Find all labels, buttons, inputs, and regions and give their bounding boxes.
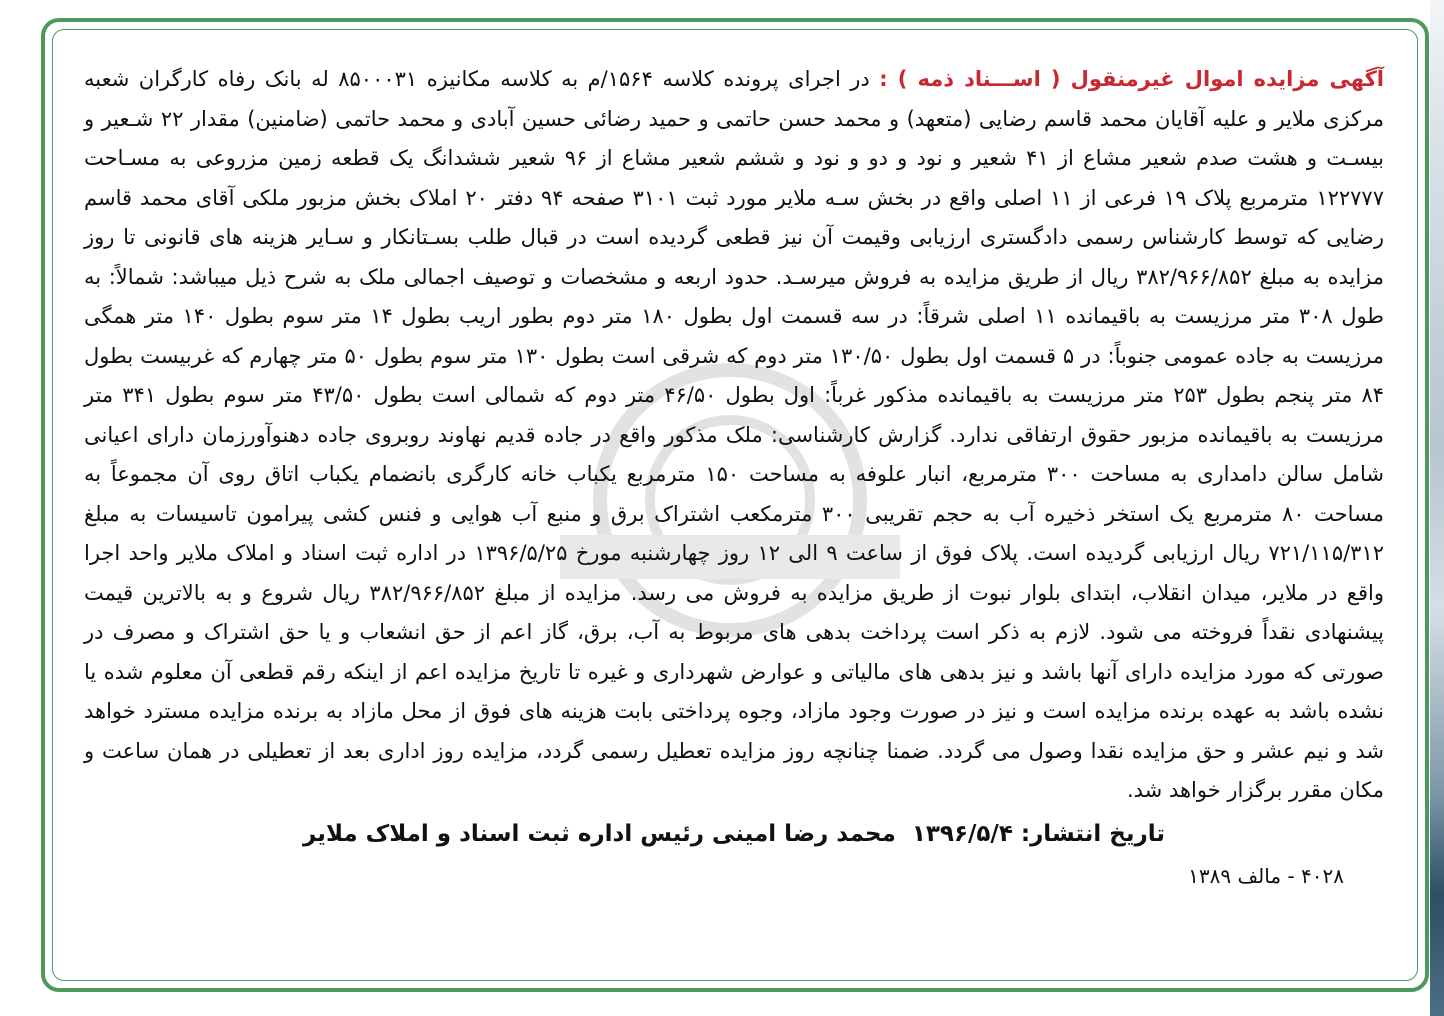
notice-content xyxy=(84,60,1384,891)
notice-text: در اجرای پرونده کلاسه ۱۵۶۴/م به کلاسه مکانیزه ۸۵۰۰۰۳۱ له بانک رفاه کارگران شعبه مرکزی ملایر و علیه آقایان محمد قاسم رضایی (متعهد) و محمد حسن حاتمی و حمید رضائی حسین آبادی و محمد حاتمی (ضامنین) مقدار ۲۲ شـعیر و بیسـت و هشت صدم شعیر مشاع از ۴۱ شعیر و نود و دو و نود و ششم شعیر مشاع از ۹۶ شعیر ششدانگ یک قطعه زمین مزروعی به مسـاحت ۱۲۲۷۷۷ مترمربع پلاک ۱۹ فرعی از ۱۱ اصلی واقع در بخش سـه ملایر مورد ثبت ۳۱۰۱ صفحه ۹۴ دفتر ۲۰ املاک بخش مزبور ملکی آقای محمد قاسم رضایی که توسط کارشناس رسمی دادگستری ارزیابی وقیمت آن نیز قطعی گردیده است در قبال طلب بسـتانکار و سـایر هزینه های قانونی تا روز مزایده به مبلغ ۳۸۲/۹۶۶/۸۵۲ ریال از طریق مزایده به فروش میرسـد. حدود اربعه و مشخصات و توصیف اجمالی ملک به شرح ذیل میباشد: شمالاً: به طول ۳۰۸ متر مرزیست به باقیمانده ۱۱ اصلی شرقاً: در سه قسمت اول بطول ۱۸۰ متر دوم بطور اریب بطول ۱۴ متر سوم بطول ۱۴۰ متر همگی مرزیست به جاده عمومی جنوباً: در ۵ قسمت اول بطول ۱۳۰/۵۰ متر دوم که شرقی است بطول ۱۳۰ متر سوم بطول ۵۰ متر چهارم که غربیست بطول ۸۴ متر پنجم بطول ۲۵۳ متر مرزیست به باقیمانده مذکور غرباً: اول بطول ۴۶/۵۰ متر دوم که شمالی است بطول ۴۳/۵۰ متر سوم بطول ۳۴۱ متر مرزیست به باقیمانده مزبور حقوق ارتفاقی ندارد. گزارش کارشناسی: ملک مذکور واقع در جاده قدیم نهاوند روبروی جاده دهنوآورزمان دارای اعیانی شامل سالن دامداری به مساحت ۳۰۰ مترمربع، انبار علوفه به مساحت ۱۵۰ مترمربع یکباب خانه کارگری بانضمام یکباب اتاق روی آن مجموعاً به مساحت ۸۰ مترمربع یک استخر ذخیره آب به حجم تقریبی ۳۰۰ مترمکعب اشتراک برق و منبع آب هوایی و فنس کشی پیرامون تاسیسات به مبلغ ۷۲۱/۱۱۵/۳۱۲ ریال ارزیابی گردیده است. پلاک فوق از ساعت ۹ الی ۱۲ روز چهارشنبه مورخ ۱۳۹۶/۵/۲۵ در اداره ثبت اسناد و املاک ملایر واحد اجرا واقع در ملایر، میدان انقلاب، ابتدای بلوار نبوت از طریق مزایده به فروش می رسد. مزایده از مبلغ ۳۸۲/۹۶۶/۸۵۲ ریال شروع و به بالاترین قیمت پیشنهادی نقداً فروخته می شود. لازم به ذکر است پرداخت بدهی های مربوط به آب، برق، گاز اعم از حق انشعاب و یا حق اشتراک و مصرف در صورتی که مورد مزایده دارای آنها باشد و نیز بدهی های مالیاتی و عوارض شهرداری و غیره تا تاریخ مزایده اعم از اینکه رقم قطعی آن معلوم شده یا نشده باشد به عهده برنده مزایده است و نیز در صورت وجود مازاد، وجوه پرداختی بابت هزینه های فوق از محل مازاد به برنده مزایده مسترد خواهد شد و نیم عشر و حق مزایده نقدا وصول می گردد. ضمنا چنانچه روز مزایده تعطیل رسمی گردد، مزایده روز اداری بعد از تعطیلی در همان ساعت و مکان مقرر برگزار خواهد شد. xyxy=(84,67,1385,802)
notice-body xyxy=(84,60,1384,811)
side-photo-strip xyxy=(1430,0,1444,1016)
publish-date: تاریخ انتشار: ۱۳۹۶/۵/۴ xyxy=(911,820,1165,847)
reference-number: ۴۰۲۸ - مالف ۱۳۸۹ xyxy=(1188,863,1344,888)
signatory: محمد رضا امینی رئیس اداره ثبت اسناد و املاک ملایر xyxy=(303,820,896,847)
signature-line xyxy=(84,815,1384,853)
notice-title: آگهی مزایده اموال غیرمنقول ( اســـناد ذمه ) : xyxy=(879,67,1384,91)
